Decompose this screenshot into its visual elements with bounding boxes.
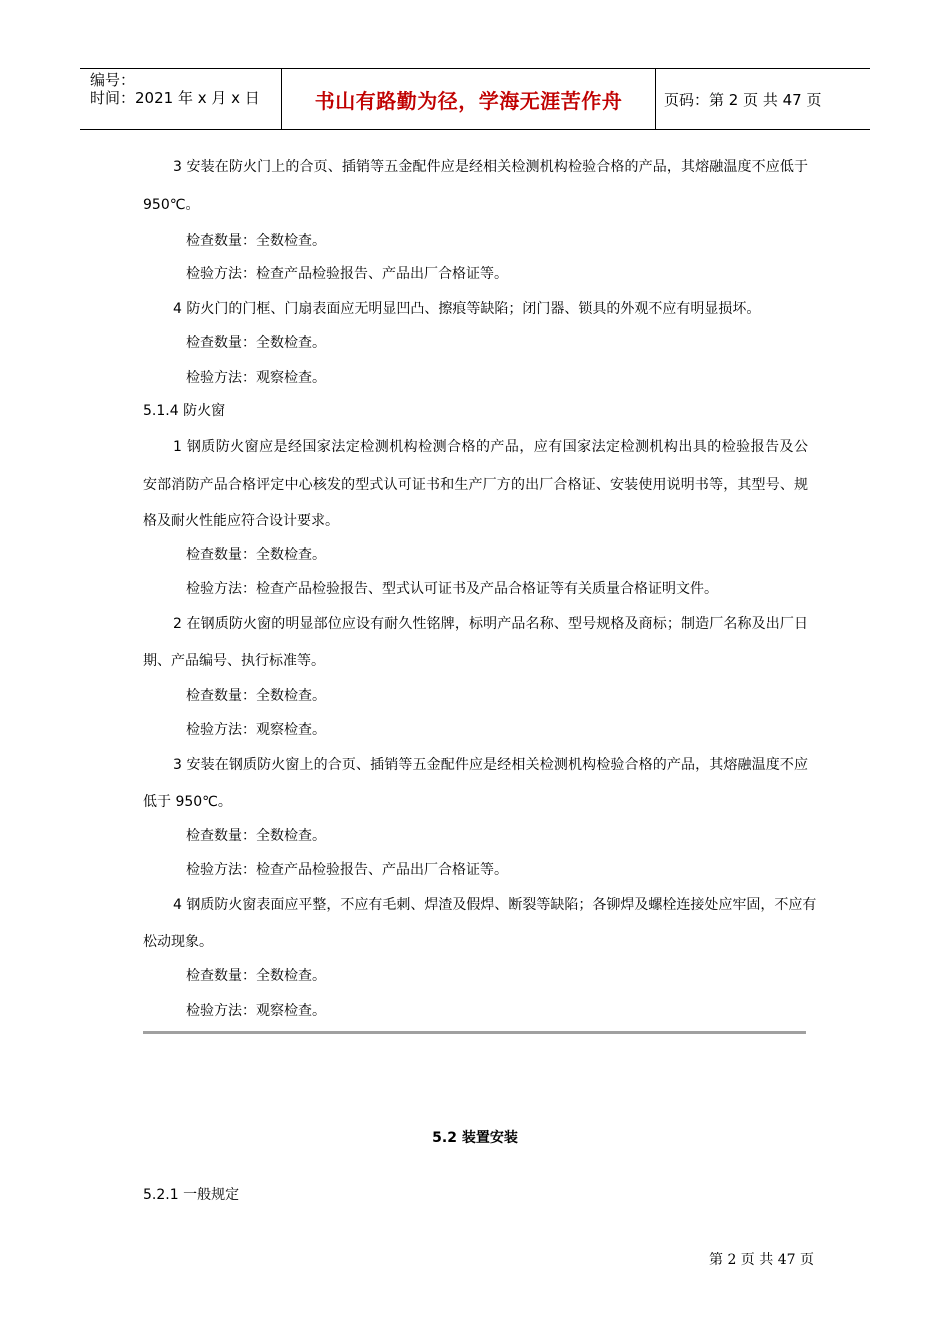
header-motto-cell bbox=[281, 69, 656, 129]
check-method: 检验方法：检查产品检验报告、产品出厂合格证等。 bbox=[186, 266, 508, 282]
paragraph-line: 2 在钢质防火窗的明显部位应设有耐久性铭牌，标明产品名称、型号规格及商标；制造厂名称及出厂日 bbox=[173, 616, 808, 632]
header-left-cell bbox=[80, 69, 281, 129]
check-method: 检验方法：检查产品检验报告、型式认可证书及产品合格证等有关质量合格证明文件。 bbox=[186, 581, 718, 597]
check-quantity: 检查数量：全数检查。 bbox=[186, 968, 326, 984]
page-footer: 第 2 页 共 47 页 bbox=[709, 1252, 814, 1268]
header-page-cell bbox=[655, 69, 870, 129]
paragraph-line: 3 安装在钢质防火窗上的合页、插销等五金配件应是经相关检测机构检验合格的产品，其熔融温度不应 bbox=[173, 757, 808, 773]
paragraph-line: 1 钢质防火窗应是经国家法定检测机构检测合格的产品，应有国家法定检测机构出具的检验报告及公 bbox=[173, 439, 808, 455]
check-method: 检验方法：观察检查。 bbox=[186, 370, 326, 386]
check-method: 检验方法：观察检查。 bbox=[186, 722, 326, 738]
check-method: 检验方法：检查产品检验报告、产品出厂合格证等。 bbox=[186, 862, 508, 878]
sub-heading: 5.1.4 防火窗 bbox=[143, 403, 226, 419]
paragraph-line: 期、产品编号、执行标准等。 bbox=[143, 653, 325, 669]
paragraph-line: 安部消防产品合格评定中心核发的型式认可证书和生产厂方的出厂合格证、安装使用说明书等，其型号、规 bbox=[143, 477, 808, 493]
paragraph-line: 3 安装在防火门上的合页、插销等五金配件应是经相关检测机构检验合格的产品，其熔融温度不应低于 bbox=[173, 159, 808, 175]
header-number-label: 编号： bbox=[90, 71, 136, 89]
paragraph-line: 4 钢质防火窗表面应平整，不应有毛刺、焊渣及假焊、断裂等缺陷；各铆焊及螺栓连接处应牢固，不应有 bbox=[173, 897, 817, 913]
check-quantity: 检查数量：全数检查。 bbox=[186, 688, 326, 704]
check-quantity: 检查数量：全数检查。 bbox=[186, 828, 326, 844]
check-quantity: 检查数量：全数检查。 bbox=[186, 233, 326, 249]
section-divider bbox=[143, 1031, 806, 1034]
paragraph-line: 格及耐火性能应符合设计要求。 bbox=[143, 513, 339, 529]
header-date-label: 时间：2021 年 x 月 x 日 bbox=[90, 89, 260, 107]
header-motto: 书山有路勤为径，学海无涯苦作舟 bbox=[314, 88, 623, 113]
paragraph-line: 松动现象。 bbox=[143, 934, 213, 950]
paragraph-line: 4 防火门的门框、门扇表面应无明显凹凸、擦痕等缺陷；闭门器、锁具的外观不应有明显损坏。 bbox=[173, 301, 761, 317]
paragraph-line: 低于 950℃。 bbox=[143, 794, 232, 810]
header-page-label: 页码：第 2 页 共 47 页 bbox=[664, 90, 822, 109]
check-method: 检验方法：观察检查。 bbox=[186, 1003, 326, 1019]
sub-heading: 5.2.1 一般规定 bbox=[143, 1187, 240, 1203]
paragraph-line: 950℃。 bbox=[143, 197, 200, 213]
check-quantity: 检查数量：全数检查。 bbox=[186, 547, 326, 563]
check-quantity: 检查数量：全数检查。 bbox=[186, 335, 326, 351]
page-header bbox=[80, 68, 870, 130]
section-title: 5.2 装置安装 bbox=[432, 1130, 518, 1146]
